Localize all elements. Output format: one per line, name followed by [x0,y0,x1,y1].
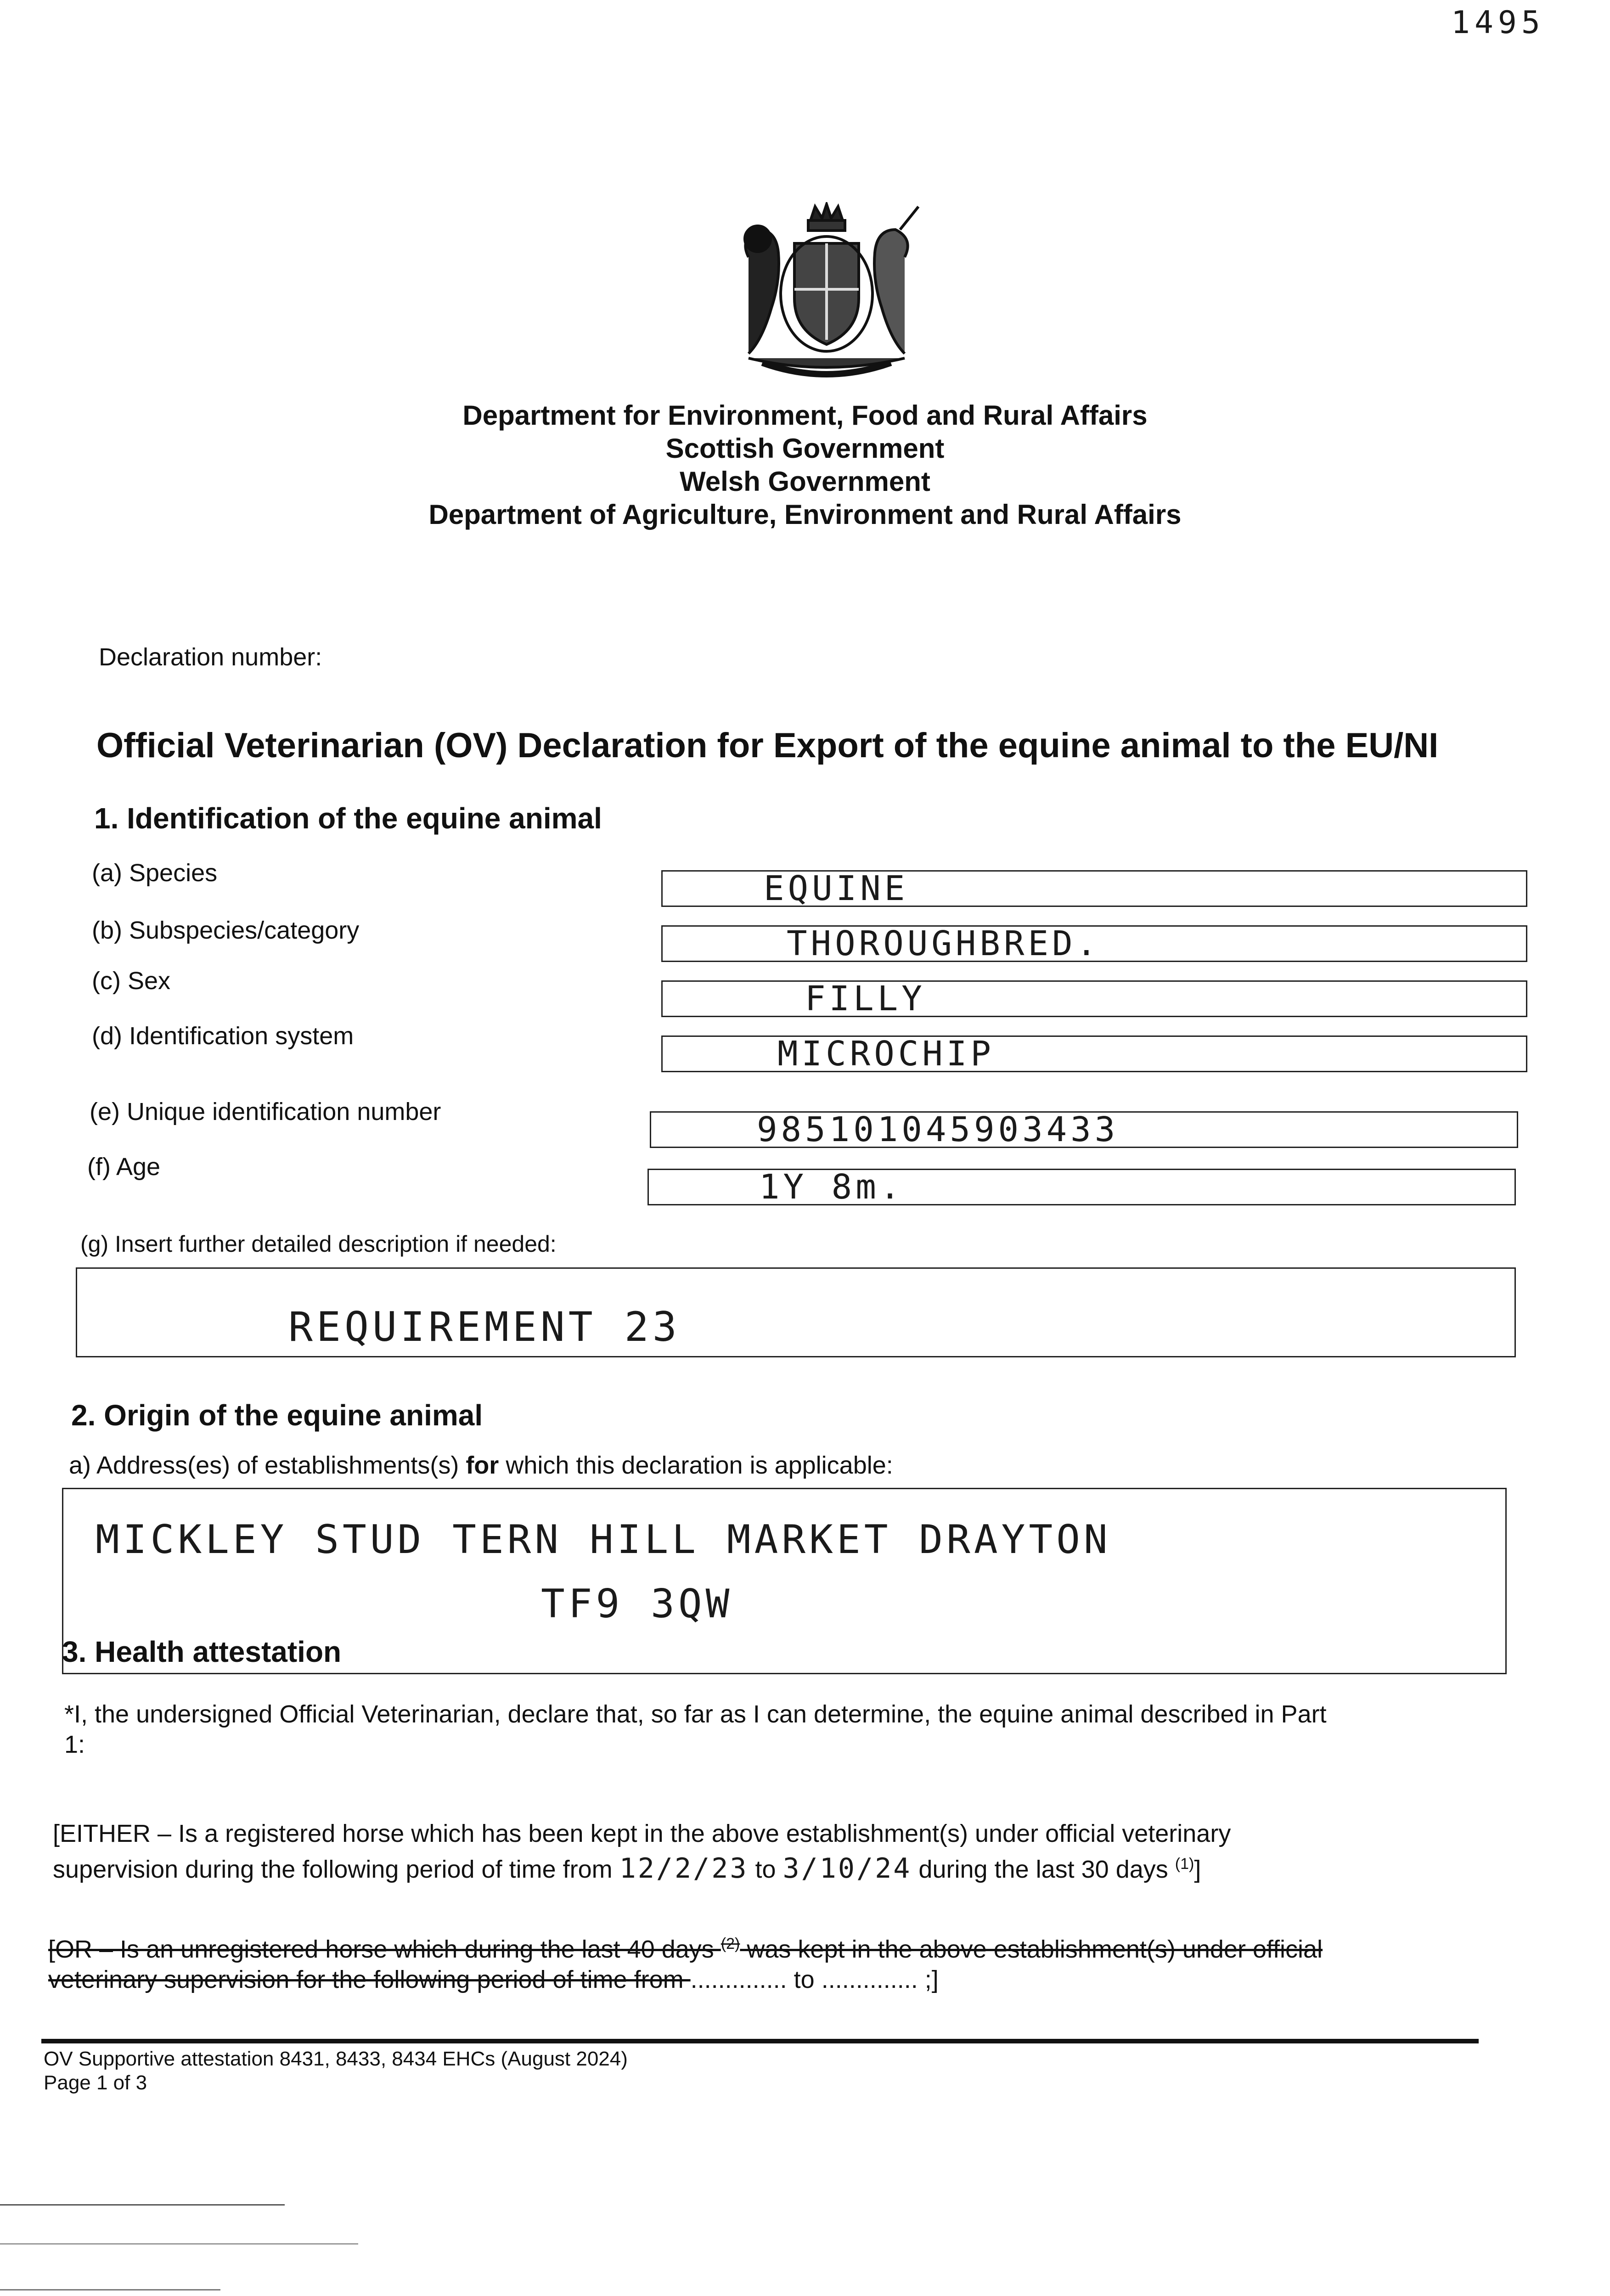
age-label: (f) Age [87,1153,161,1181]
or-from-dots: .............. [690,1966,787,1993]
identification-system-field[interactable] [661,1035,1527,1072]
either-to-date[interactable]: 3/10/24 [782,1852,912,1885]
attestation-intro-line-1: *I, the undersigned Official Veterinarian, declare that, so far as I can determine, the equine animal described in Part [64,1700,1327,1728]
description-value: REQUIREMENT 23 [288,1303,681,1351]
age-field[interactable] [647,1169,1516,1205]
address-line-2: TF9 3QW [541,1581,733,1627]
sex-label: (c) Sex [92,967,171,995]
either-from-date[interactable]: 12/2/23 [619,1852,749,1885]
description-field[interactable] [76,1267,1516,1357]
attestation-intro-line-2: 1: [64,1731,85,1758]
royal-coat-of-arms-logo [721,202,932,386]
footer-page-number: Page 1 of 3 [44,2071,147,2094]
either-line-2-start: supervision during the following period of time from [53,1856,619,1883]
section-3-heading: 3. Health attestation [62,1635,342,1668]
or-line-1-start: [OR – Is an unregistered horse which during the last 40 days [48,1936,721,1963]
unique-id-value: 985101045903433 [757,1110,1119,1149]
handwritten-page-number: 1495 [1451,5,1545,41]
or-line-1 [48,1929,1499,1964]
species-label: (a) Species [92,859,218,887]
or-footnote-ref: (2) [721,1935,740,1953]
department-heading-2: Scottish Government [665,433,945,464]
address-label [69,1451,893,1480]
section-2-heading: 2. Origin of the equine animal [71,1399,483,1432]
subspecies-field[interactable] [661,925,1527,962]
footer-divider [41,2039,1479,2043]
unique-id-field[interactable] [650,1111,1518,1148]
subspecies-label: (b) Subspecies/category [92,917,360,944]
species-field[interactable] [661,870,1527,907]
address-label-bold: for [466,1452,499,1479]
scan-mark-line-2 [0,2243,358,2245]
unique-id-label: (e) Unique identification number [90,1098,441,1125]
scan-mark-line-3 [0,2289,220,2290]
either-line-2 [53,1849,1499,1885]
either-closing-bracket: ] [1194,1856,1201,1883]
sex-field[interactable] [661,980,1527,1017]
subspecies-value: THOROUGHBRED. [787,924,1101,963]
description-label: (g) Insert further detailed description if needed: [80,1231,557,1257]
declaration-number-label: Declaration number: [99,643,322,671]
either-line-1: [EITHER – Is a registered horse which has been kept in the above establishment(s) under official veterinary [53,1820,1231,1847]
identification-system-value: MICROCHIP [777,1034,995,1074]
footer-attestation-ref: OV Supportive attestation 8431, 8433, 8434 EHCs (August 2024) [44,2048,628,2070]
or-to-word: to [787,1966,822,1993]
scan-mark-line-1 [0,2204,285,2206]
department-heading-1: Department for Environment, Food and Rural Affairs [462,400,1148,431]
age-value: 1Y 8m. [759,1167,904,1207]
department-heading-3: Welsh Government [680,466,930,497]
either-footnote-ref: (1) [1175,1855,1194,1873]
species-value: EQUINE [764,869,909,908]
sex-value: FILLY [805,979,926,1019]
address-label-start: a) Address(es) of establishments(s) [69,1452,466,1479]
section-1-heading: 1. Identification of the equine animal [94,802,602,835]
attestation-intro [64,1699,1506,1760]
or-closing-bracket: ;] [918,1966,939,1993]
department-heading-4: Department of Agriculture, Environment and Rural Affairs [428,499,1182,530]
identification-system-label: (d) Identification system [92,1022,354,1050]
document-title: Official Veterinarian (OV) Declaration for Export of the equine animal to the EU/NI [96,726,1439,765]
or-line-1-end: was kept in the above establishment(s) under official [740,1936,1323,1963]
either-clause [53,1818,1499,1885]
either-to-word: to [748,1856,783,1883]
or-to-dots: .............. [821,1966,918,1993]
or-line-2 [48,1964,1499,1995]
or-line-2-start: veterinary supervision for the following period of time from [48,1966,691,1993]
address-line-1: MICKLEY STUD TERN HILL MARKET DRAYTON [96,1517,1111,1563]
address-label-end: which this declaration is applicable: [499,1452,893,1479]
or-clause [48,1929,1499,1995]
either-line-2-end: during the last 30 days [912,1856,1175,1883]
